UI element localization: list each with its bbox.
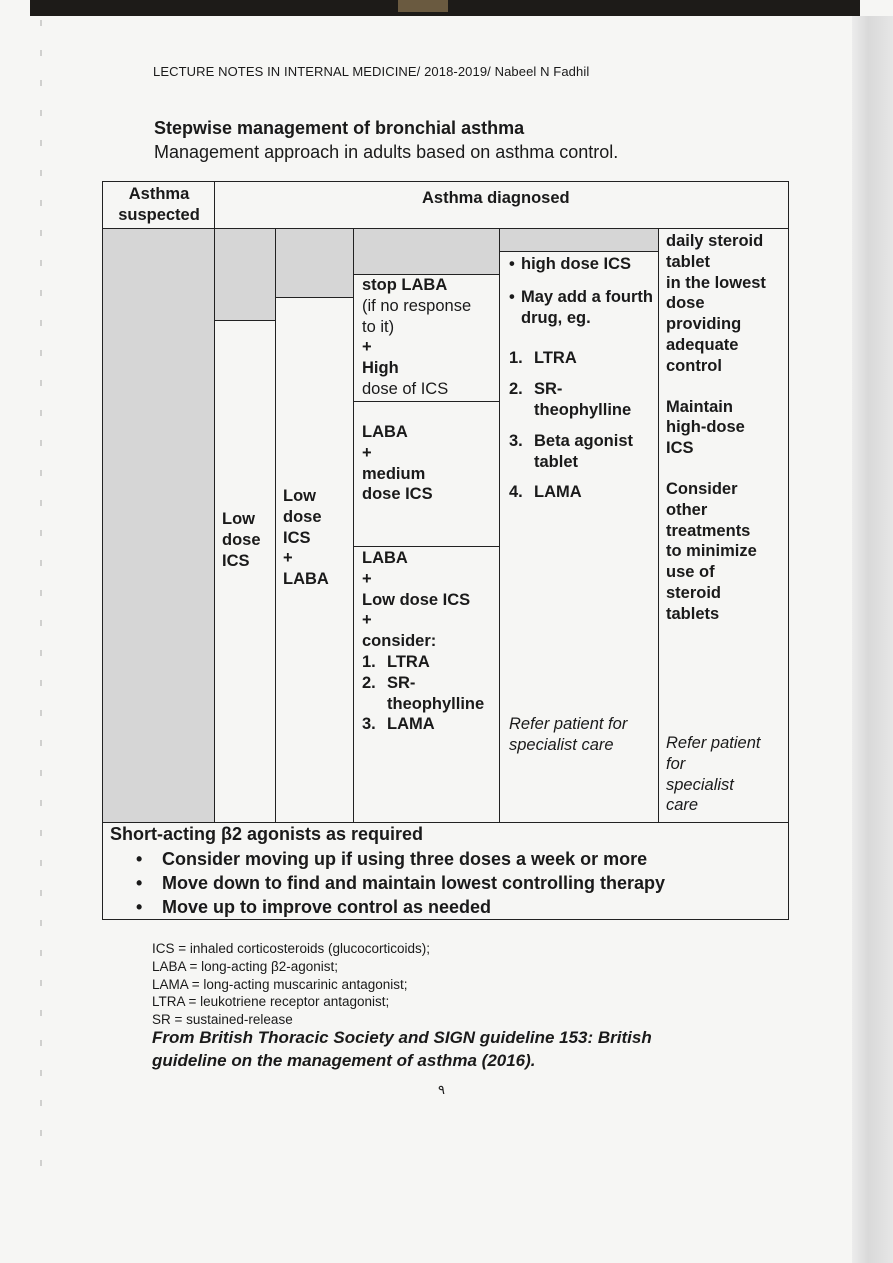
- cell-line: +: [362, 611, 372, 630]
- list-item: [509, 379, 655, 421]
- running-header: LECTURE NOTES IN INTERNAL MEDICINE/ 2018-2019/ Nabeel N Fadhil: [153, 64, 590, 79]
- list-text: SR-theophylline: [387, 673, 485, 713]
- list-number: 1.: [362, 652, 376, 671]
- step3-right: [499, 228, 500, 822]
- list-text: LAMA: [387, 715, 435, 734]
- cell-line: daily steroid: [666, 232, 764, 250]
- step4-cell: [509, 254, 655, 503]
- cell-line: (if no response: [362, 296, 472, 315]
- source-citation: [152, 1026, 652, 1072]
- cell-line: High: [362, 359, 399, 378]
- list-number: 1.: [509, 349, 523, 368]
- list-item: [362, 652, 496, 673]
- bullet-dot: •: [136, 849, 143, 869]
- list-item: [509, 348, 655, 369]
- cell-line: LABA: [362, 549, 408, 567]
- page-title: Stepwise management of bronchial asthma: [154, 118, 525, 138]
- cell-line: Consider: [666, 479, 738, 498]
- cell-line: Low dose ICS: [362, 590, 471, 609]
- cell-line: dose ICS: [362, 485, 433, 504]
- step3-div2: [353, 546, 499, 547]
- header-bottom: [102, 228, 789, 229]
- abbreviation: LABA = long-acting β2-agonist;: [152, 958, 339, 974]
- cell-line: LABA: [362, 423, 408, 441]
- bullet-item: • high dose ICS: [509, 254, 655, 275]
- cell-line: to it): [362, 317, 395, 336]
- list-text: LTRA: [387, 652, 430, 671]
- list-text: LAMA: [534, 483, 582, 502]
- scan-right-edge: [852, 16, 893, 1263]
- step1-right: [275, 228, 276, 822]
- step1-top: [214, 320, 275, 321]
- step4-top: [499, 251, 658, 252]
- cell-line: specialist: [666, 775, 734, 794]
- step4-right: [658, 228, 659, 822]
- cell-line: care: [666, 796, 699, 815]
- cell-line: adequate: [666, 335, 739, 354]
- cell-line: providing: [666, 315, 742, 334]
- cell-line: dose: [283, 507, 322, 526]
- cell-line: +: [362, 443, 372, 462]
- abbreviation: LTRA = leukotriene receptor antagonist;: [152, 994, 390, 1010]
- cell-line: ICS: [283, 528, 311, 547]
- header-asthma-suspected: [104, 184, 214, 226]
- list-text: SR-theophylline: [534, 380, 632, 419]
- step3-top-cell: [362, 275, 471, 400]
- list-item: [362, 673, 496, 715]
- cell-line: stop LABA: [362, 276, 448, 294]
- header-asthma-diagnosed: Asthma diagnosed: [422, 189, 570, 207]
- cell-line: in the lowest: [666, 273, 766, 292]
- step2-cell: [283, 486, 329, 590]
- cell-line: Refer patient for: [509, 715, 628, 733]
- cell-line: ICS: [666, 439, 694, 458]
- list-item: [362, 714, 496, 735]
- bullet-text: Move down to find and maintain lowest controlling therapy: [162, 873, 666, 893]
- cell-line: LABA: [283, 570, 329, 589]
- cell-line: other: [666, 500, 708, 519]
- list-item: [509, 482, 655, 503]
- bullet-text: Move up to improve control as needed: [162, 897, 492, 917]
- header-line: suspected: [118, 205, 200, 224]
- cell-line: Maintain: [666, 397, 733, 416]
- footer-saba: Short-acting β2 agonists as required: [110, 824, 424, 844]
- cell-line: medium: [362, 464, 426, 483]
- scan-top-bar: [30, 0, 860, 16]
- list-number: 3.: [362, 715, 376, 734]
- cell-line: for: [666, 754, 686, 773]
- scan-artifact: [398, 0, 448, 12]
- list-number: 4.: [509, 483, 523, 502]
- cell-line: Refer patient: [666, 734, 761, 752]
- cell-line: +: [362, 338, 372, 357]
- step1-cell: [222, 509, 261, 571]
- cell-line: Low: [283, 487, 316, 505]
- cell-line: treatments: [666, 521, 751, 540]
- bullet-item: • May add a fourth drug, eg.: [509, 287, 655, 329]
- list-number: 3.: [509, 431, 523, 450]
- source-line: guideline on the management of asthma (2016).: [152, 1051, 536, 1070]
- step3-mid-cell: [362, 422, 433, 505]
- header-divider: [214, 181, 215, 822]
- bullet-dot: •: [136, 897, 143, 917]
- footer-top: [102, 822, 789, 823]
- scan-left-edge: [40, 20, 42, 1180]
- bullet-text: Consider moving up if using three doses a week or more: [162, 849, 648, 869]
- list-item: [509, 431, 655, 473]
- cell-line: consider:: [362, 632, 437, 651]
- page-number: ٩: [438, 1082, 445, 1097]
- cell-line: tablets: [666, 604, 720, 623]
- abbreviation-list: [152, 940, 430, 1029]
- cell-line: dose: [222, 530, 261, 549]
- cell-line: specialist care: [509, 735, 614, 754]
- abbreviation: SR = sustained-release: [152, 1012, 293, 1028]
- header-line: Asthma: [128, 185, 190, 203]
- cell-line: +: [362, 569, 372, 588]
- cell-line: dose of ICS: [362, 379, 449, 398]
- cell-line: control: [666, 356, 722, 375]
- page-subtitle: Management approach in adults based on asthma control.: [154, 142, 619, 162]
- cell-line: use of: [666, 563, 715, 582]
- list-number: 2.: [509, 380, 523, 399]
- step2-top: [275, 297, 353, 298]
- cell-line: steroid: [666, 583, 722, 602]
- step3-div1: [353, 401, 499, 402]
- step4-refer-note: [509, 714, 627, 756]
- list-text: Beta agonist tablet: [534, 431, 634, 471]
- abbreviation: LAMA = long-acting muscarinic antagonist;: [152, 976, 408, 992]
- cell-line: ICS: [222, 551, 250, 570]
- cell-line: +: [283, 549, 293, 568]
- cell-line: tablet: [666, 252, 711, 271]
- source-line: From British Thoracic Society and SIGN guideline 153: British: [152, 1028, 652, 1047]
- cell-line: Low: [222, 510, 255, 528]
- step5-refer-note: [666, 733, 760, 816]
- cell-line: to minimize: [666, 542, 757, 561]
- step3-bottom-cell: [362, 548, 496, 735]
- cell-line: high-dose: [666, 418, 745, 437]
- step2-right: [353, 228, 354, 822]
- cell-line: dose: [666, 294, 705, 313]
- bullet-dot: •: [136, 873, 143, 893]
- list-number: 2.: [362, 673, 376, 692]
- step5-cell: [666, 231, 766, 625]
- list-text: LTRA: [534, 349, 577, 368]
- abbreviation: ICS = inhaled corticosteroids (glucocorticoids);: [152, 941, 430, 956]
